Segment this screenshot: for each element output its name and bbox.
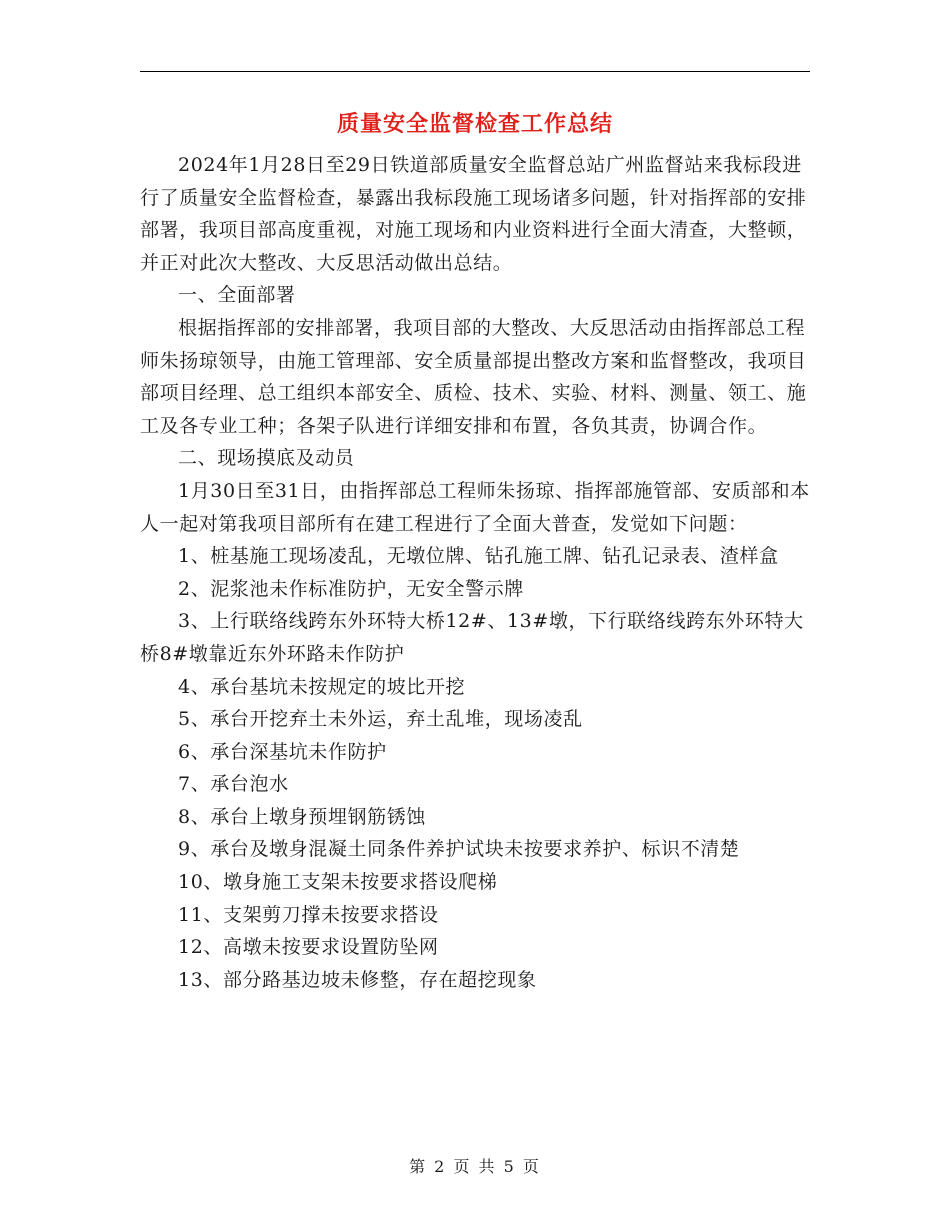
list-item: 12、高墩未按要求设置防坠网 <box>178 936 439 959</box>
list-item: 13、部分路基边坡未修整，存在超挖现象 <box>178 968 537 991</box>
page-number: 第 2 页 共 5 页 <box>409 1157 541 1176</box>
list-item: 1、桩基施工现场凌乱，无墩位牌、钻孔施工牌、钻孔记录表、渣样盒 <box>178 545 779 568</box>
list-item: 4、承台基坑未按规定的坡比开挖 <box>178 675 466 698</box>
list-item: 5、承台开挖弃土未外运，弃土乱堆，现场凌乱 <box>178 708 583 731</box>
list-item: 8、承台上墩身预埋钢筋锈蚀 <box>178 805 426 828</box>
document-title: 质量安全监督检查工作总结 <box>336 111 613 137</box>
list-item: 6、承台深基坑未作防护 <box>178 740 387 763</box>
list-item: 2、泥浆池未作标准防护，无安全警示牌 <box>178 577 524 600</box>
header-rule <box>140 71 810 72</box>
list-item: 11、支架剪刀撑未按要求搭设 <box>178 903 439 926</box>
section-heading-1: 一、全面部署 <box>178 284 296 307</box>
document-body <box>140 149 812 996</box>
list-item: 10、墩身施工支架未按要求搭设爬梯 <box>178 871 498 894</box>
paragraph-deployment: 根据指挥部的安排部署，我项目部的大整改、大反思活动由指挥部总工程师朱扬琼领导，由施工管理部、安全质量部提出整改方案和监督整改，我项目部项目经理、总工组织本部安全、质检、技术、实验、材料、测量、领工、施工及各专业工种；各架子队进行详细安排和布置，各负其责，协调合作。 <box>140 316 807 437</box>
paragraph-intro: 2024年1月28日至29日铁道部质量安全监督总站广州监督站来我标段进行了质量安全监督检查，暴露出我标段施工现场诸多问题，针对指挥部的安排部署，我项目部高度重视，对施工现场和内业资料进行全面大清查，大整顿，并正对此次大整改、大反思活动做出总结。 <box>140 154 807 274</box>
list-item: 3、上行联络线跨东外环特大桥12#、13#墩，下行联络线跨东外环特大桥8#墩靠近东外环路未作防护 <box>140 610 804 665</box>
section-heading-2: 二、现场摸底及动员 <box>178 447 355 470</box>
paragraph-inspection: 1月30日至31日，由指挥部总工程师朱扬琼、指挥部施管部、安质部和本人一起对第我项目部所有在建工程进行了全面大普查，发觉如下问题： <box>140 479 810 535</box>
list-item: 7、承台泡水 <box>178 773 289 796</box>
list-item: 9、承台及墩身混凝土同条件养护试块未按要求养护、标识不清楚 <box>178 838 740 861</box>
